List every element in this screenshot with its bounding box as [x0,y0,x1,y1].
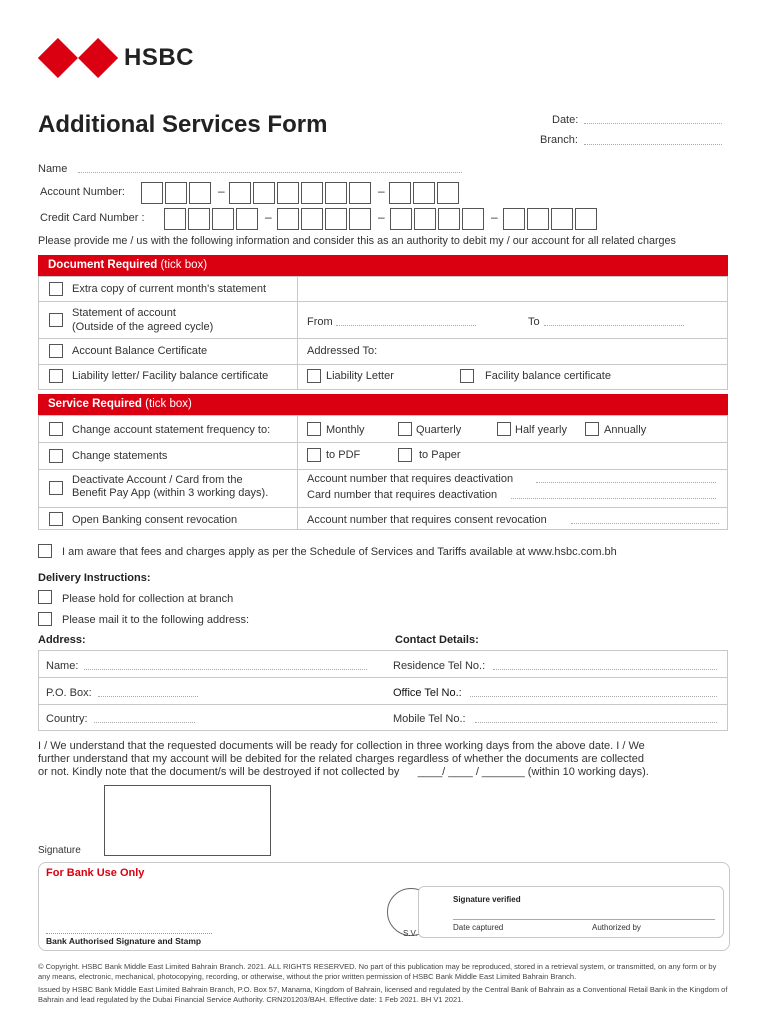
bank-use-title: For Bank Use Only [46,867,145,879]
deactivate-label: Deactivate Account / Card from the [72,474,243,486]
po-box-field[interactable] [98,687,198,697]
annually-label: Annually [604,424,647,436]
mobile-tel-label: Mobile Tel No.: [393,713,466,725]
hold-branch-label: Please hold for collection at branch [62,593,234,605]
card-deactivation-field[interactable] [511,489,716,499]
date-field[interactable] [584,112,722,124]
hsbc-logo [38,38,118,78]
card-deactivation-label: Card number that requires deactivation [307,489,498,501]
office-tel-field[interactable] [470,687,717,697]
liability-letter-checkbox[interactable] [307,369,321,383]
balance-certificate-label: Account Balance Certificate [72,345,208,357]
authority-text: Please provide me / us with the following information and consider this as an authority to debit my / our account for all related charges [38,235,676,247]
page-title: Additional Services Form [38,111,328,138]
address-name-field[interactable] [84,660,367,670]
monthly-checkbox[interactable] [307,422,321,436]
annually-checkbox[interactable] [585,422,599,436]
open-banking-label: Open Banking consent revocation [72,514,238,526]
consent-revocation-field[interactable] [571,514,719,524]
country-label: Country: [46,713,88,725]
from-field[interactable] [336,315,476,326]
account-deactivation-field[interactable] [536,473,716,483]
change-statements-checkbox[interactable] [49,449,63,463]
half-yearly-checkbox[interactable] [497,422,511,436]
deactivate-checkbox[interactable] [49,481,63,495]
change-statements-label: Change statements [72,450,168,462]
service-section-header: Service Required (tick box) [38,394,728,415]
declaration-line1: I / We understand that the requested documents will be ready for collection in three working days from the above date. I / We [38,740,645,752]
extra-copy-checkbox[interactable] [49,282,63,296]
declaration-line3: or not. Kindly note that the document/s will be destroyed if not collected by ____/ ____ / _______ (within 10 working days). [38,766,649,778]
to-paper-checkbox[interactable] [398,448,412,462]
address-name-label: Name: [46,660,79,672]
signature-label: Signature [38,845,81,856]
liability-checkbox[interactable] [49,369,63,383]
mobile-tel-field[interactable] [475,713,717,723]
account-label: Account Number: [40,186,125,198]
mail-address-label: Please mail it to the following address: [62,614,250,626]
addressed-to-label: Addressed To: [307,345,378,357]
liability-letter-label: Liability Letter [326,370,394,382]
name-label: Name [38,163,68,175]
statement-checkbox[interactable] [49,313,63,327]
to-field[interactable] [544,315,684,326]
account-deactivation-label: Account number that requires deactivation [307,473,514,485]
branch-field[interactable] [584,133,722,145]
monthly-label: Monthly [326,424,365,436]
statement-sublabel: (Outside of the agreed cycle) [72,321,214,333]
balance-certificate-checkbox[interactable] [49,344,63,358]
half-yearly-label: Half yearly [515,424,567,436]
fees-text: I am aware that fees and charges apply as per the Schedule of Services and Tariffs available at www.hsbc.com.bh [62,546,617,558]
date-captured-label: Date captured [453,923,504,932]
consent-revocation-label: Account number that requires consent revocation [307,514,547,526]
extra-copy-label: Extra copy of current month's statement [72,283,267,295]
to-label: To [528,316,540,328]
delivery-title: Delivery Instructions: [38,572,151,584]
to-paper-label: to Paper [419,449,461,461]
facility-balance-checkbox[interactable] [460,369,474,383]
authorized-by-label: Authorized by [592,923,641,932]
residence-tel-field[interactable] [493,660,717,670]
signature-box[interactable] [104,785,271,856]
frequency-label: Change account statement frequency to: [72,424,271,436]
brand-name: HSBC [124,44,195,71]
document-section-header: Document Required (tick box) [38,255,728,276]
issued-text: Issued by HSBC Bank Middle East Limited Bahrain Branch, P.O. Box 57, Manama, Kingdom of Bahrain, licensed and regulated by the Central Bank of Bahrain as a Conventional Retail Bank in the Kingdom of Bahrain and lead regulated by the Dubai Financial Service Authority. CRN201203/BAH. Effective date: 1 Feb 2021. BH V1 2021. [38,985,728,1004]
sig-verified-label: Signature verified [453,895,521,904]
mail-address-checkbox[interactable] [38,612,52,626]
country-field[interactable] [94,713,195,723]
date-label: Date: [552,114,579,126]
po-box-label: P.O. Box: [46,687,92,699]
frequency-checkbox[interactable] [49,422,63,436]
liability-label: Liability letter/ Facility balance certificate [72,370,269,382]
quarterly-checkbox[interactable] [398,422,412,436]
hsbc-hexagon-icon [38,38,118,78]
facility-balance-label: Facility balance certificate [485,370,611,382]
deactivate-sublabel: Benefit Pay App (within 3 working days). [72,487,269,499]
branch-label: Branch: [540,134,578,146]
hold-branch-checkbox[interactable] [38,590,52,604]
bank-auth-signature-label: Bank Authorised Signature and Stamp [46,936,202,946]
residence-tel-label: Residence Tel No.: [393,660,486,672]
credit-card-label: Credit Card Number : [40,212,145,224]
to-pdf-checkbox[interactable] [307,448,321,462]
contact-title: Contact Details: [395,634,479,646]
statement-label: Statement of account [72,307,176,319]
quarterly-label: Quarterly [416,424,462,436]
address-title: Address: [38,634,86,646]
copyright-text: © Copyright. HSBC Bank Middle East Limited Bahrain Branch. 2021. ALL RIGHTS RESERVED. No part of this publication may be reproduced, stored in a retrieval system, or transmitted, on any form or by any means, electronic, mechanical, photocopying, recording, or otherwise, without the prior written permission of HSBC Bank Middle East Limited Bahrain Branch. [38,962,717,981]
sv-label: S.V. [403,929,418,938]
open-banking-checkbox[interactable] [49,512,63,526]
fees-checkbox[interactable] [38,544,52,558]
from-label: From [307,316,333,328]
to-pdf-label: to PDF [326,449,361,461]
declaration-line2: further understand that my account will be debited for the related charges regardless of whether the documents are collected [38,753,644,765]
office-tel-label: Office Tel No.: [393,687,462,699]
name-field[interactable] [78,161,462,173]
